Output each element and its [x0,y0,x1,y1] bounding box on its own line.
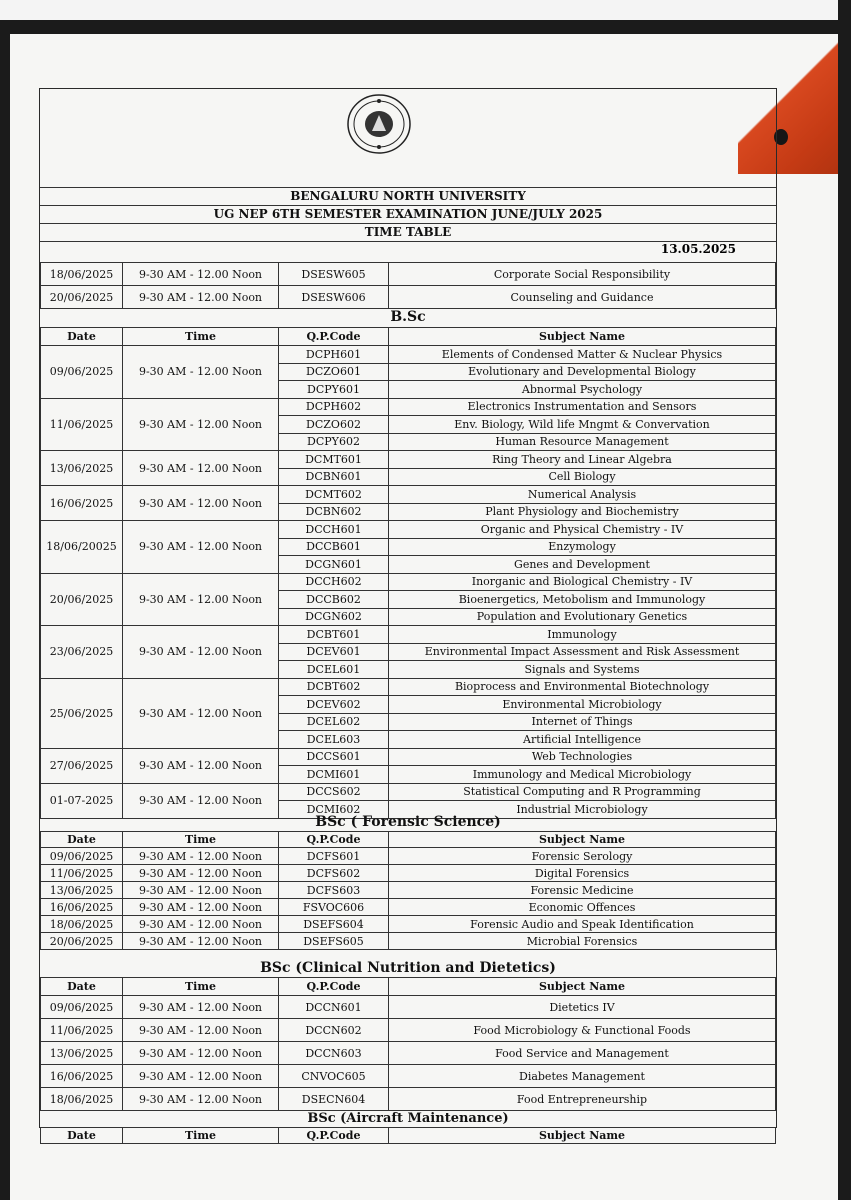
qp-code: DCFS603 [279,882,389,899]
exam-time: 9-30 AM - 12.00 Noon [123,1042,279,1065]
exam-time: 9-30 AM - 12.00 Noon [123,996,279,1019]
university-name: BENGALURU NORTH UNIVERSITY [290,189,526,203]
qp-code: DCCS601 [279,748,389,766]
subject-name: Artificial Intelligence [389,731,776,749]
subject-header: Subject Name [389,978,776,996]
qp-code: DCCH601 [279,521,389,539]
qp-code: DCCB602 [279,591,389,609]
exam-date: 16/06/2025 [41,1065,123,1088]
doc-title: TIME TABLE [364,225,452,239]
subject-name: Human Resource Management [389,433,776,451]
subject-name: Genes and Development [389,556,776,574]
exam-time: 9-30 AM - 12.00 Noon [123,346,279,399]
exam-date: 11/06/2025 [41,1019,123,1042]
subject-name: Inorganic and Biological Chemistry - IV [389,573,776,591]
subject-name: Food Microbiology & Functional Foods [389,1019,776,1042]
qp-code: DCEV602 [279,696,389,714]
exam-date: 13/06/2025 [41,1042,123,1065]
exam-date: 18/06/2025 [41,1088,123,1111]
table-row [41,996,776,1019]
code-header: Q.P.Code [279,832,389,848]
top-strip [0,0,838,20]
subject-name: Web Technologies [389,748,776,766]
qp-code: DCBT602 [279,678,389,696]
subject-name: Numerical Analysis [389,486,776,504]
subject-name: Environmental Microbiology [389,696,776,714]
subject-name: Economic Offences [389,899,776,916]
exam-time: 9-30 AM - 12.00 Noon [123,916,279,933]
exam-time: 9-30 AM - 12.00 Noon [123,451,279,486]
code-header: Q.P.Code [279,978,389,996]
qp-code: DCEL603 [279,731,389,749]
qp-code: DCEL602 [279,713,389,731]
subject-name: Industrial Microbiology [389,801,776,819]
exam-date: 09/06/2025 [41,346,123,399]
qp-code: DCCN602 [279,1019,389,1042]
exam-time: 9-30 AM - 12.00 Noon [123,933,279,950]
exam-date: 18/06/2025 [41,263,123,286]
aircraft-table [40,1127,776,1144]
bsc-table [40,327,776,819]
table-row [41,286,776,309]
exam-time: 9-30 AM - 12.00 Noon [123,882,279,899]
table-row [41,899,776,916]
subject-name: Env. Biology, Wild life Mngmt & Convervation [389,416,776,434]
table-row [41,748,776,766]
subject-name: Forensic Serology [389,848,776,865]
exam-date: 20/06/2025 [41,286,123,309]
subject-name: Immunology [389,626,776,644]
exam-time: 9-30 AM - 12.00 Noon [123,573,279,626]
subject-name: Environmental Impact Assessment and Risk Assessment [389,643,776,661]
table-row [41,848,776,865]
subject-name: Signals and Systems [389,661,776,679]
qp-code: DCBN602 [279,503,389,521]
exam-date: 13/06/2025 [41,882,123,899]
table-row [41,916,776,933]
subject-name: Forensic Medicine [389,882,776,899]
table-row [41,346,776,364]
qp-code: DCCN601 [279,996,389,1019]
exam-date: 18/06/20025 [41,521,123,574]
table-row [41,398,776,416]
nutrition-section-title: BSc (Clinical Nutrition and Dietetics) [260,960,556,976]
table-row [41,1042,776,1065]
subject-name: Microbial Forensics [389,933,776,950]
subject-name: Forensic Audio and Speak Identification [389,916,776,933]
aircraft-section-title: BSc (Aircraft Maintenance) [307,1111,509,1126]
subject-name: Elements of Condensed Matter & Nuclear Physics [389,346,776,364]
qp-code: DCFS602 [279,865,389,882]
qp-code: FSVOC606 [279,899,389,916]
exam-date: 01-07-2025 [41,783,123,818]
qp-code: DCEV601 [279,643,389,661]
qp-code: DCCS602 [279,783,389,801]
table-row [41,1088,776,1111]
time-header: Time [123,328,279,346]
table-row [41,1019,776,1042]
exam-date: 11/06/2025 [41,865,123,882]
table-row [41,521,776,539]
subject-header: Subject Name [389,832,776,848]
qp-code: DSECN604 [279,1088,389,1111]
qp-code: DCCH602 [279,573,389,591]
subject-name: Digital Forensics [389,865,776,882]
qp-code: DCMT601 [279,451,389,469]
subject-name: Cell Biology [389,468,776,486]
exam-time: 9-30 AM - 12.00 Noon [123,678,279,748]
subject-name: Evolutionary and Developmental Biology [389,363,776,381]
subject-name: Population and Evolutionary Genetics [389,608,776,626]
timetable-frame [39,88,777,1142]
exam-title: UG NEP 6TH SEMESTER EXAMINATION JUNE/JULY 2025 [213,207,603,221]
nutrition-table [40,977,776,1111]
pre-table [40,262,776,309]
exam-date: 20/06/2025 [41,933,123,950]
table-row [41,626,776,644]
subject-name: Diabetes Management [389,1065,776,1088]
qp-code: DCBT601 [279,626,389,644]
subject-name: Statistical Computing and R Programming [389,783,776,801]
date-header: Date [41,1128,123,1144]
qp-code: DCGN602 [279,608,389,626]
time-header: Time [123,1128,279,1144]
qp-code: CNVOC605 [279,1065,389,1088]
subject-name: Ring Theory and Linear Algebra [389,451,776,469]
exam-time: 9-30 AM - 12.00 Noon [123,521,279,574]
subject-name: Internet of Things [389,713,776,731]
document-page [10,34,838,1200]
exam-date: 16/06/2025 [41,899,123,916]
exam-time: 9-30 AM - 12.00 Noon [123,286,279,309]
qp-code: DCPH602 [279,398,389,416]
exam-time: 9-30 AM - 12.00 Noon [123,1065,279,1088]
qp-code: DSESW605 [279,263,389,286]
exam-time: 9-30 AM - 12.00 Noon [123,848,279,865]
exam-date: 09/06/2025 [41,996,123,1019]
subject-name: Enzymology [389,538,776,556]
qp-code: DCGN601 [279,556,389,574]
subject-name: Bioenergetics, Metobolism and Immunology [389,591,776,609]
exam-date: 23/06/2025 [41,626,123,679]
subject-name: Abnormal Psychology [389,381,776,399]
subject-name: Food Entrepreneurship [389,1088,776,1111]
forensic-section-title: BSc ( Forensic Science) [315,814,501,830]
exam-date: 25/06/2025 [41,678,123,748]
forensic-table [40,831,776,950]
qp-code: DCZO602 [279,416,389,434]
exam-time: 9-30 AM - 12.00 Noon [123,899,279,916]
issue-date: 13.05.2025 [660,242,736,256]
exam-date: 27/06/2025 [41,748,123,783]
subject-name: Plant Physiology and Biochemistry [389,503,776,521]
date-header: Date [41,328,123,346]
qp-code: DCPY602 [279,433,389,451]
table-row [41,573,776,591]
qp-code: DCMI601 [279,766,389,784]
exam-time: 9-30 AM - 12.00 Noon [123,398,279,451]
code-header: Q.P.Code [279,328,389,346]
subject-name: Corporate Social Responsibility [389,263,776,286]
subject-name: Counseling and Guidance [389,286,776,309]
exam-date: 11/06/2025 [41,398,123,451]
exam-time: 9-30 AM - 12.00 Noon [123,748,279,783]
table-row [41,451,776,469]
time-header: Time [123,978,279,996]
qp-code: DCEL601 [279,661,389,679]
qp-code: DCBN601 [279,468,389,486]
qp-code: DCZO601 [279,363,389,381]
qp-code: DCMT602 [279,486,389,504]
exam-date: 09/06/2025 [41,848,123,865]
subject-name: Electronics Instrumentation and Sensors [389,398,776,416]
exam-time: 9-30 AM - 12.00 Noon [123,1088,279,1111]
code-header: Q.P.Code [279,1128,389,1144]
subject-name: Organic and Physical Chemistry - IV [389,521,776,539]
exam-time: 9-30 AM - 12.00 Noon [123,1019,279,1042]
table-row [41,882,776,899]
subject-name: Food Service and Management [389,1042,776,1065]
table-row [41,678,776,696]
qp-code: DCFS601 [279,848,389,865]
qp-code: DCMI602 [279,801,389,819]
table-row [41,783,776,801]
table-row [41,263,776,286]
qp-code: DSEFS604 [279,916,389,933]
table-row [41,933,776,950]
subject-name: Dietetics IV [389,996,776,1019]
subject-name: Bioprocess and Environmental Biotechnology [389,678,776,696]
exam-time: 9-30 AM - 12.00 Noon [123,783,279,818]
qp-code: DCCN603 [279,1042,389,1065]
table-row [41,865,776,882]
exam-time: 9-30 AM - 12.00 Noon [123,626,279,679]
date-header: Date [41,978,123,996]
qp-code: DSESW606 [279,286,389,309]
exam-time: 9-30 AM - 12.00 Noon [123,486,279,521]
qp-code: DCPY601 [279,381,389,399]
subject-header: Subject Name [389,1128,776,1144]
exam-time: 9-30 AM - 12.00 Noon [123,263,279,286]
exam-date: 13/06/2025 [41,451,123,486]
exam-date: 18/06/2025 [41,916,123,933]
exam-time: 9-30 AM - 12.00 Noon [123,865,279,882]
qp-code: DCCB601 [279,538,389,556]
table-row [41,1065,776,1088]
table-row [41,486,776,504]
exam-date: 16/06/2025 [41,486,123,521]
bsc-section-title: B.Sc [390,309,426,325]
qp-code: DSEFS605 [279,933,389,950]
date-header: Date [41,832,123,848]
university-seal-icon [346,93,412,155]
time-header: Time [123,832,279,848]
subject-name: Immunology and Medical Microbiology [389,766,776,784]
subject-header: Subject Name [389,328,776,346]
exam-date: 20/06/2025 [41,573,123,626]
qp-code: DCPH601 [279,346,389,364]
